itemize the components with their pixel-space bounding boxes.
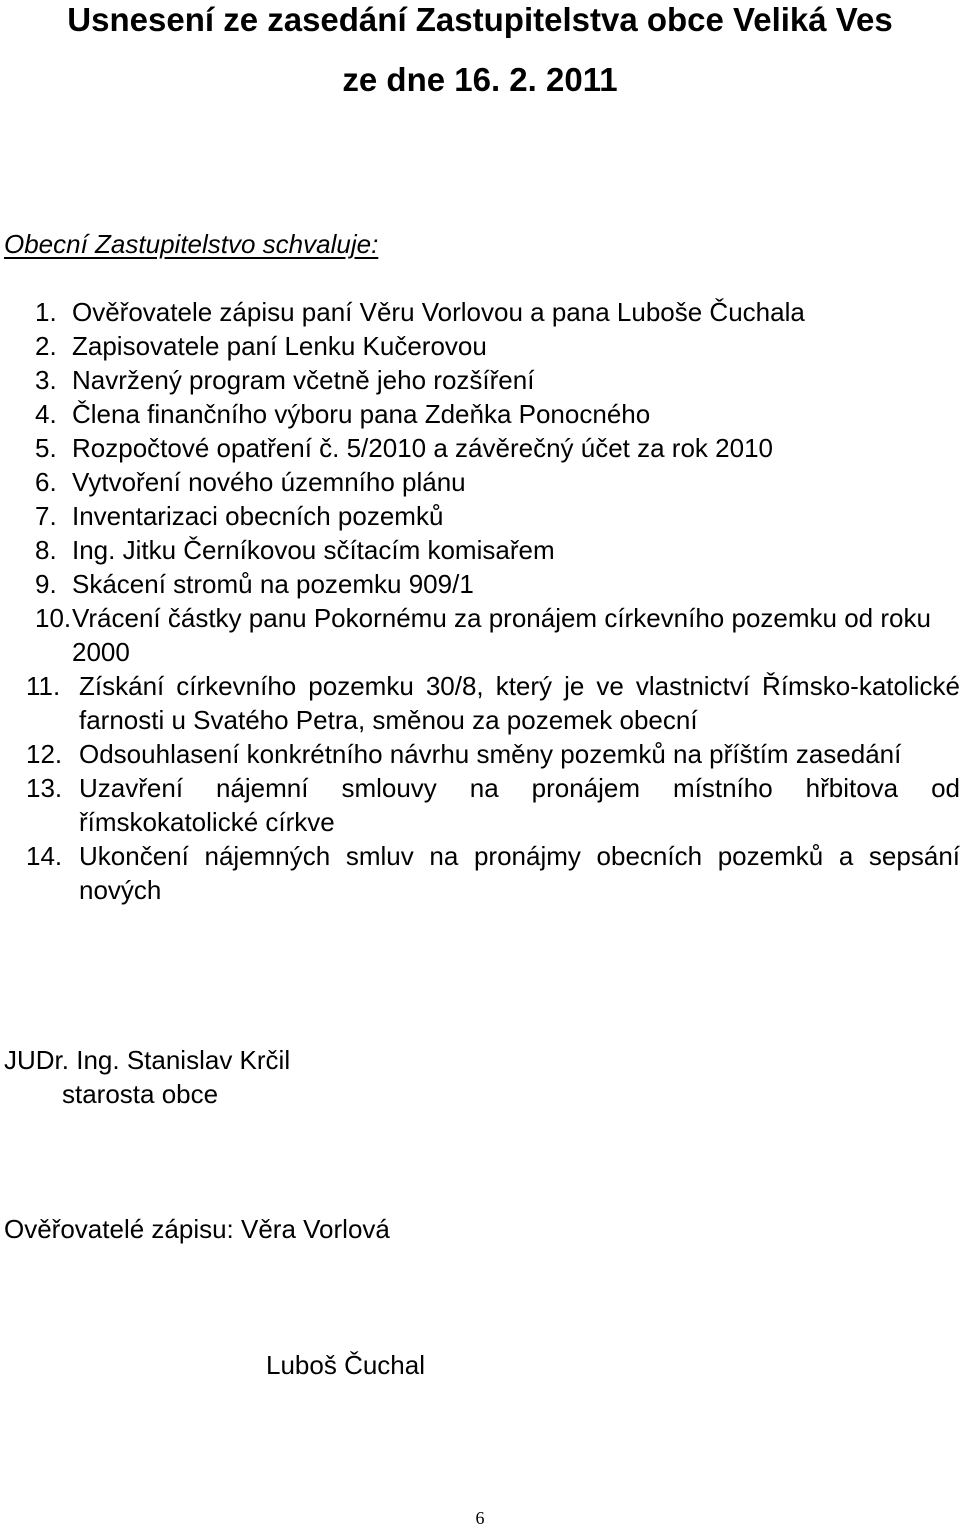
resolution-item [0, 465, 960, 499]
resolution-item [0, 533, 960, 567]
approves-heading: Obecní Zastupitelstvo schvaluje: [4, 229, 379, 259]
resolution-text: Získání církevního pozemku 30/8, který je ve vlastnictví Římsko-katolické farnosti u Svatého Petra, směnou za pozemek obecní [79, 671, 960, 735]
resolution-number: 6. [35, 467, 57, 497]
resolution-text: Navržený program včetně jeho rozšíření [72, 365, 535, 395]
resolution-item [0, 431, 960, 465]
resolution-item [0, 669, 960, 737]
resolution-text: Odsouhlasení konkrétního návrhu směny pozemků na příštím zasedání [79, 739, 902, 769]
resolution-text: Člena finančního výboru pana Zdeňka Ponocného [72, 399, 651, 429]
resolution-item [0, 601, 960, 669]
document-date: ze dne 16. 2. 2011 [342, 61, 618, 98]
resolution-text: Ukončení nájemných smluv na pronájmy obecních pozemků a sepsání nových [79, 841, 960, 905]
resolution-number: 3. [35, 365, 57, 395]
resolution-number: 14. [26, 841, 63, 871]
resolution-text: Skácení stromů na pozemku 909/1 [72, 569, 474, 599]
resolution-number: 8. [35, 535, 57, 565]
resolution-number: 1. [35, 297, 57, 327]
resolution-number: 13. [26, 773, 63, 803]
resolution-item [0, 499, 960, 533]
resolution-text: Ing. Jitku Černíkovou sčítacím komisařem [72, 535, 555, 565]
resolution-list [0, 295, 960, 907]
mayor-name: JUDr. Ing. Stanislav Krčil [4, 1045, 291, 1075]
resolution-item [0, 329, 960, 363]
resolution-text: Ověřovatele zápisu paní Věru Vorlovou a pana Luboše Čuchala [72, 297, 805, 327]
resolution-text: Uzavření nájemní smlouvy na pronájem místního hřbitova od římskokatolické církve [79, 773, 960, 837]
resolution-text: Rozpočtové opatření č. 5/2010 a závěrečný účet za rok 2010 [72, 433, 773, 463]
resolution-item [0, 295, 960, 329]
resolution-number: 2. [35, 331, 57, 361]
mayor-role: starosta obce [62, 1079, 219, 1109]
resolution-number: 7. [35, 501, 57, 531]
document-title: Usnesení ze zasedání Zastupitelstva obce Veliká Ves [67, 1, 893, 38]
resolution-text: Inventarizaci obecních pozemků [72, 501, 444, 531]
resolution-item [0, 737, 960, 771]
resolution-item [0, 363, 960, 397]
resolution-text: Zapisovatele paní Lenku Kučerovou [72, 331, 487, 361]
minutes-verifiers: Ověřovatelé zápisu: Věra Vorlová [4, 1214, 390, 1244]
resolution-number: 11. [26, 671, 61, 701]
resolution-number: 10. [35, 603, 72, 633]
resolution-item [0, 771, 960, 839]
resolution-item [0, 567, 960, 601]
resolution-text: Vrácení částky panu Pokornému za pronájem církevního pozemku od roku 2000 [72, 603, 931, 667]
resolution-number: 12. [26, 739, 63, 769]
resolution-item [0, 839, 960, 907]
resolution-text: Vytvoření nového územního plánu [72, 467, 466, 497]
resolution-item [0, 397, 960, 431]
second-verifier-name: Luboš Čuchal [266, 1350, 425, 1380]
resolution-number: 4. [35, 399, 57, 429]
page-number: 6 [475, 1508, 485, 1528]
resolution-number: 5. [35, 433, 57, 463]
resolution-number: 9. [35, 569, 57, 599]
